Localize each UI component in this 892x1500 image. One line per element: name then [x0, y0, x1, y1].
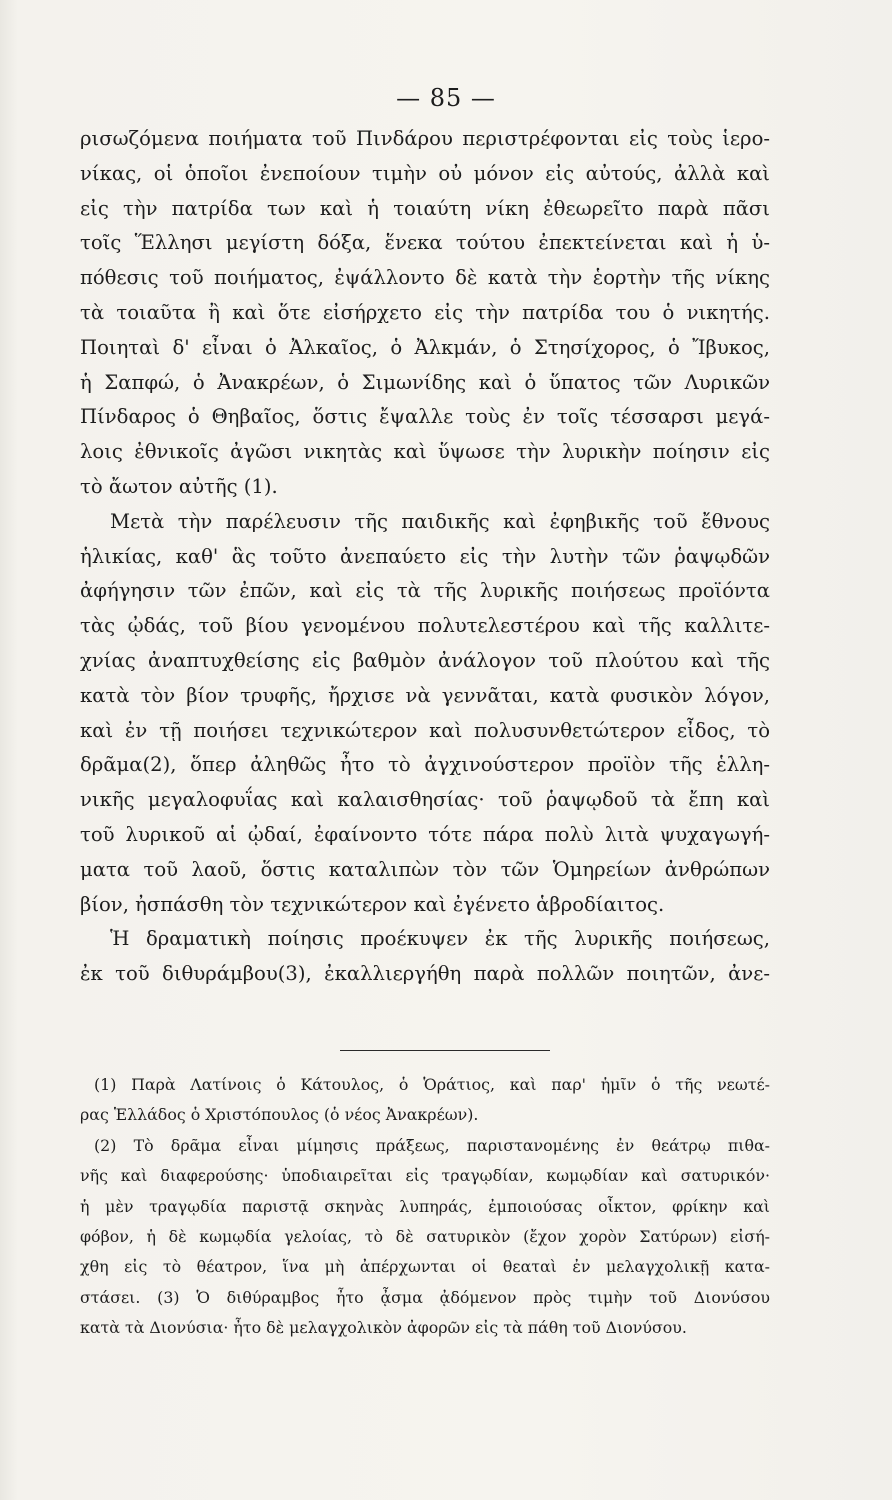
- text-line: τοῦ λυρικοῦ αἱ ᾠδαί, ἐφαίνοντο τότε πάρα πολὺ λιτὰ ψυχαγωγή-: [80, 822, 770, 846]
- footnotes: [80, 1070, 770, 1344]
- text-line: νικῆς μεγαλοφυΐας καὶ καλαισθησίας· τοῦ ῥαψῳδοῦ τὰ ἔπη καὶ: [80, 788, 770, 812]
- text-line: Ποιηταὶ δ' εἶναι ὁ Ἀλκαῖος, ὁ Ἀλκμάν, ὁ Στησίχορος, ὁ Ἴβυκος,: [80, 335, 770, 359]
- footnote-line: φόβον, ἡ δὲ κωμῳδία γελοίας, τὸ δὲ σατυρικὸν (ἔχον χορὸν Σατύρων) εἰσή-: [80, 1226, 770, 1246]
- footnote-line: ρας Ἑλλάδος ὁ Χριστόπουλος (ὁ νέος Ἀνακρέων).: [80, 1105, 479, 1125]
- footnote-line: ἡ μὲν τραγῳδία παριστᾷ σκηνὰς λυπηράς, ἐμποιούσας οἶκτον, φρίκην καὶ: [80, 1196, 770, 1216]
- text-line: λοις ἐθνικοῖς ἀγῶσι νικητὰς καὶ ὕψωσε τὴν λυρικὴν ποίησιν εἰς: [80, 440, 770, 464]
- text-line: τὰς ᾠδάς, τοῦ βίου γενομένου πολυτελεστέρου καὶ τῆς καλλιτε-: [80, 614, 770, 638]
- text-line: κατὰ τὸν βίον τρυφῆς, ἤρχισε νὰ γεννᾶται, κατὰ φυσικὸν λόγον,: [80, 683, 770, 707]
- text-line: Ἡ δραματικὴ ποίησις προέκυψεν ἐκ τῆς λυρικῆς ποιήσεως,: [110, 927, 770, 951]
- text-line: πόθεσις τοῦ ποιήματος, ἐψάλλοντο δὲ κατὰ τὴν ἑορτὴν τῆς νίκης: [80, 266, 770, 290]
- text-line: Μετὰ τὴν παρέλευσιν τῆς παιδικῆς καὶ ἐφηβικῆς τοῦ ἔθνους: [110, 509, 770, 533]
- text-line: εἰς τὴν πατρίδα των καὶ ἡ τοιαύτη νίκη ἐθεωρεῖτο παρὰ πᾶσι: [80, 196, 770, 220]
- text-line: χνίας ἀναπτυχθείσης εἰς βαθμὸν ἀνάλογον τοῦ πλούτου καὶ τῆς: [80, 648, 770, 672]
- footnote-line: (1) Παρὰ Λατίνοις ὁ Κάτουλος, ὁ Ὁράτιος, καὶ παρ' ἡμῖν ὁ τῆς νεωτέ-: [94, 1075, 770, 1094]
- footnote-line: (2) Τὸ δρᾶμα εἶναι μίμησις πράξεως, παριστανομένης ἐν θεάτρῳ πιθα-: [94, 1135, 770, 1155]
- footnote-line: στάσει. (3) Ὁ διθύραμβος ἦτο ᾆσμα ᾀδόμενον πρὸς τιμὴν τοῦ Διονύσου: [80, 1287, 770, 1307]
- text-line: ἡ Σαπφώ, ὁ Ἀνακρέων, ὁ Σιμωνίδης καὶ ὁ ὕπατος τῶν Λυρικῶν: [80, 370, 770, 394]
- text-line: Πίνδαρος ὁ Θηβαῖος, ὅστις ἔψαλλε τοὺς ἐν τοῖς τέσσαρσι μεγά-: [80, 405, 770, 429]
- text-line: τοῖς Ἕλλησι μεγίστη δόξα, ἕνεκα τούτου ἐπεκτείνεται καὶ ἡ ὑ-: [80, 231, 770, 255]
- text-line: βίον, ἠσπάσθη τὸν τεχνικώτερον καὶ ἐγένετο ἁβροδίαιτος.: [80, 892, 665, 916]
- text-line: ματα τοῦ λαοῦ, ὅστις καταλιπὼν τὸν τῶν Ὁμηρείων ἀνθρώπων: [80, 857, 770, 881]
- text-line: ρισωζόμενα ποιήματα τοῦ Πινδάρου περιστρέφονται εἰς τοὺς ἱερο-: [80, 127, 770, 150]
- text-line: ἐκ τοῦ διθυράμβου(3), ἐκαλλιεργήθη παρὰ πολλῶν ποιητῶν, ἀνε-: [80, 962, 770, 986]
- text-line: δρᾶμα(2), ὅπερ ἀληθῶς ἦτο τὸ ἀγχινούστερον προϊὸν τῆς ἑλλη-: [80, 753, 770, 777]
- text-line: καὶ ἐν τῇ ποιήσει τεχνικώτερον καὶ πολυσυνθετώτερον εἶδος, τὸ: [80, 718, 770, 742]
- text-line: νίκας, οἱ ὁποῖοι ἐνεποίουν τιμὴν οὐ μόνον εἰς αὐτούς, ἀλλὰ καὶ: [80, 161, 770, 185]
- footnote-divider: [340, 1050, 550, 1051]
- text-line: τὸ ἄωτον αὐτῆς (1).: [80, 474, 278, 498]
- page-number: — 85 —: [396, 84, 496, 112]
- footnote-line: νῆς καὶ διαφερούσης· ὑποδιαιρεῖται εἰς τραγῳδίαν, κωμῳδίαν καὶ σατυρικόν·: [80, 1166, 770, 1186]
- text-line: τὰ τοιαῦτα ἢ καὶ ὅτε εἰσήρχετο εἰς τὴν πατρίδα του ὁ νικητής.: [80, 300, 770, 324]
- main-text: [80, 122, 770, 992]
- footnote-line: χθη εἰς τὸ θέατρον, ἵνα μὴ ἀπέρχωνται οἱ θεαταὶ ἐν μελαγχολικῇ κατα-: [80, 1257, 770, 1277]
- text-line: ἡλικίας, καθ' ἃς τοῦτο ἀνεπαύετο εἰς τὴν λυτὴν τῶν ῥαψῳδῶν: [80, 544, 770, 568]
- footnote-line: κατὰ τὰ Διονύσια· ἦτο δὲ μελαγχολικὸν ἀφορῶν εἰς τὰ πάθη τοῦ Διονύσου.: [80, 1318, 687, 1338]
- text-line: ἀφήγησιν τῶν ἐπῶν, καὶ εἰς τὰ τῆς λυρικῆς ποιήσεως προϊόντα: [80, 579, 770, 603]
